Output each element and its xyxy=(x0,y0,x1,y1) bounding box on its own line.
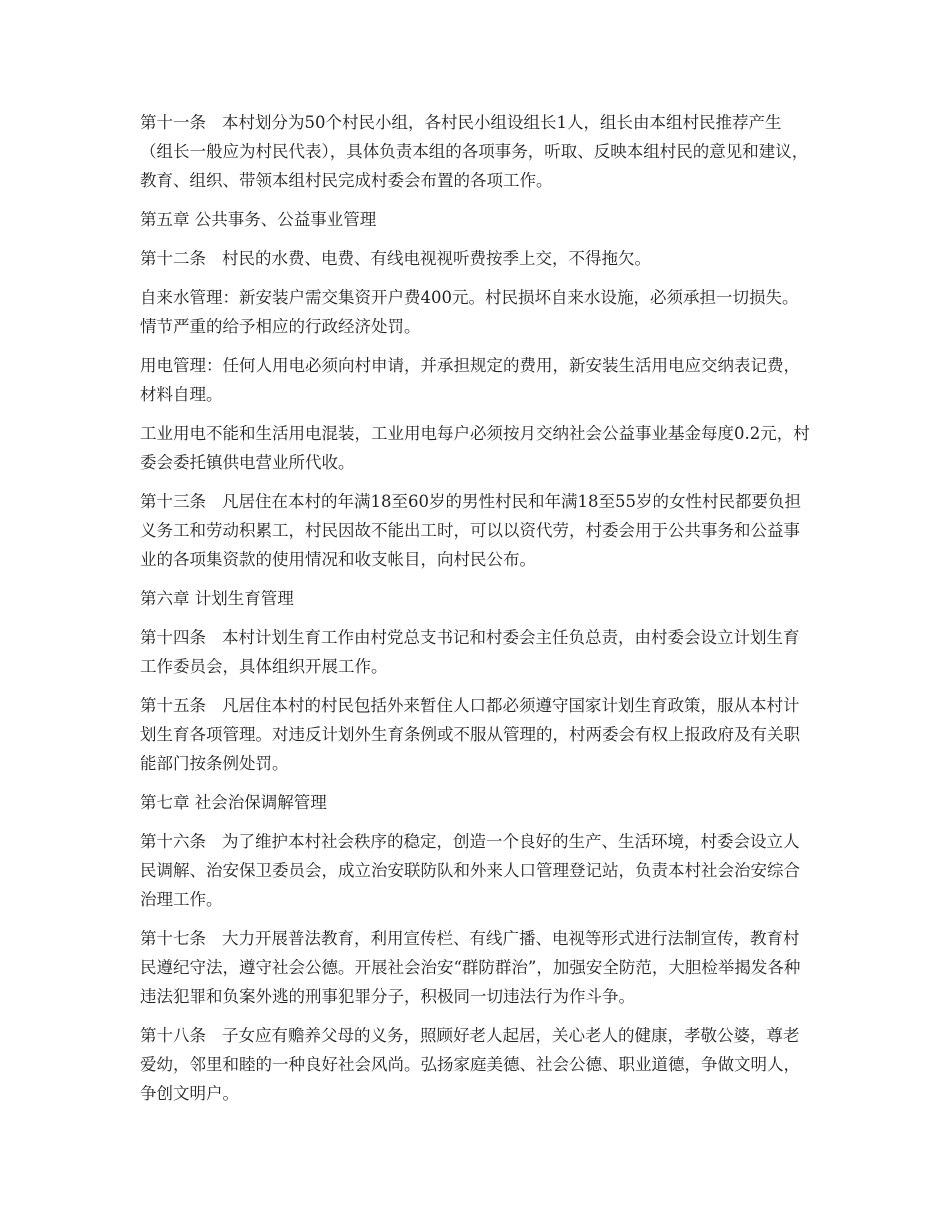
article-text: 凡居住在本村的年满18至60岁的男性村民和年满18至55岁的女性村民都要负担义务工和劳动积累工，村民因故不能出工时，可以以资代劳，村委会用于公共事务和公益事业的各项集资款的使用情况和收支帐目，向村民公布。 xyxy=(140,492,801,569)
article-text: 村民的水费、电费、有线电视视听费按季上交，不得拖欠。 xyxy=(222,249,651,268)
article-17 xyxy=(140,924,812,1011)
article-text: 凡居住本村的村民包括外来暂住人口都必须遵守国家计划生育政策，服从本村计划生育各项管理。对违反计划外生育条例或不服从管理的，村两委会有权上报政府及有关职能部门按条例处罚。 xyxy=(140,696,800,773)
article-label: 第十二条 xyxy=(140,249,206,268)
article-18 xyxy=(140,1021,812,1108)
article-text: 大力开展普法教育，利用宣传栏、有线广播、电视等形式进行法制宣传，教育村民遵纪守法，遵守社会公德。开展社会治安“群防群治”，加强安全防范，大胆检举揭发各种违法犯罪和负案外逃的刑事犯罪分子，积极同一切违法行为作斗争。 xyxy=(140,929,801,1006)
article-text: 本村划分为50个村民小组，各村民小组设组长1人，组长由本组村民推荐产生（组长一般应为村民代表），具体负责本组的各项事务，听取、反映本组村民的意见和建议，教育、组织、带领本组村民完成村委会布置的各项工作。 xyxy=(140,113,809,190)
article-label: 第十一条 xyxy=(140,113,206,132)
article-label: 第十四条 xyxy=(140,628,206,647)
water-management-paragraph: 自来水管理：新安装户需交集资开户费400元。村民损坏自来水设施，必须承担一切损失。情节严重的给予相应的行政经济处罚。 xyxy=(140,288,799,336)
chapter-7-heading: 第七章 社会治保调解管理 xyxy=(140,793,327,812)
chapter-5-heading: 第五章 公共事务、公益事业管理 xyxy=(140,210,377,229)
article-label: 第十八条 xyxy=(140,1026,206,1045)
article-14 xyxy=(140,623,812,681)
article-text: 子女应有赡养父母的义务，照顾好老人起居，关心老人的健康，孝敬公婆，尊老爱幼，邻里和睦的一种良好社会风尚。弘扬家庭美德、社会公德、职业道德，争做文明人，争创文明户。 xyxy=(140,1026,800,1103)
article-label: 第十五条 xyxy=(140,696,206,715)
article-15 xyxy=(140,691,812,778)
document-body xyxy=(140,108,812,1118)
article-16 xyxy=(140,827,812,914)
article-11 xyxy=(140,108,812,195)
article-text: 为了维护本村社会秩序的稳定，创造一个良好的生产、生活环境，村委会设立人民调解、治安保卫委员会，成立治安联防队和外来人口管理登记站，负责本村社会治安综合治理工作。 xyxy=(140,832,800,909)
article-label: 第十七条 xyxy=(140,929,206,948)
industrial-electricity-paragraph: 工业用电不能和生活用电混装，工业用电每户必须按月交纳社会公益事业基金每度0.2元，村委会委托镇供电营业所代收。 xyxy=(140,424,810,472)
article-text: 本村计划生育工作由村党总支书记和村委会主任负总责，由村委会设立计划生育工作委员会，具体组织开展工作。 xyxy=(140,628,800,676)
article-13 xyxy=(140,487,812,574)
article-label: 第十六条 xyxy=(140,832,206,851)
article-label: 第十三条 xyxy=(140,492,206,511)
article-12 xyxy=(140,244,812,273)
chapter-6-heading: 第六章 计划生育管理 xyxy=(140,589,294,608)
electricity-management-paragraph: 用电管理：任何人用电必须向村申请，并承担规定的费用，新安装生活用电应交纳表记费，材料自理。 xyxy=(140,356,800,404)
